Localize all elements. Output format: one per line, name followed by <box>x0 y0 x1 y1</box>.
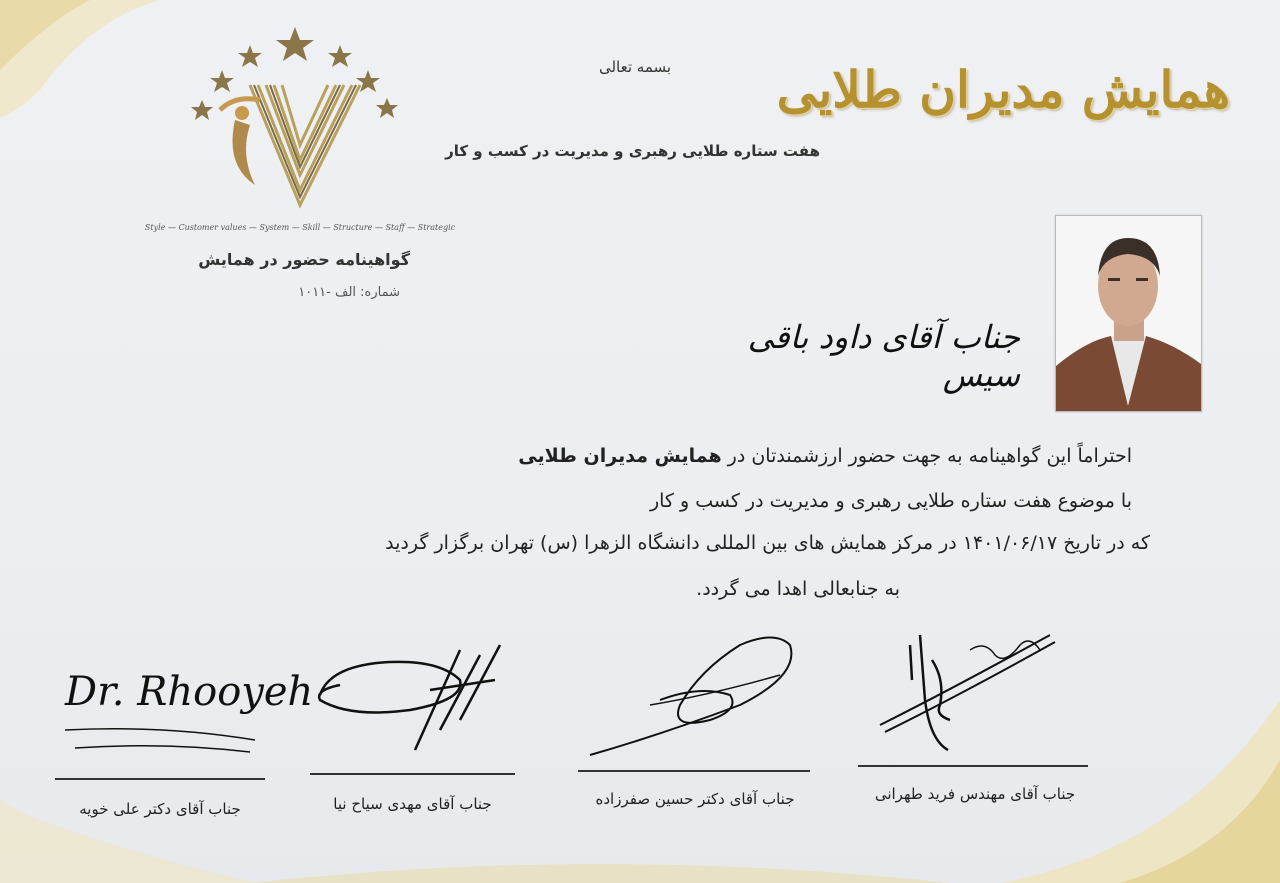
recipient-name: جناب آقای داود باقی سیس <box>747 318 1020 394</box>
recipient-photo <box>1055 215 1202 412</box>
signatory-name-1: جناب آقای مهندس فرید طهرانی <box>874 785 1076 803</box>
signature-sayahnia <box>310 640 520 760</box>
logo-ring-text: Style — Customer values — System — Skill — Structure — Staff — Strategic <box>144 223 456 232</box>
signatory-name-2: جناب آقای دکتر حسین صفرزاده <box>595 790 795 808</box>
conference-subtitle: هفت ستاره طلایی رهبری و مدیریت در کسب و کار <box>445 142 820 160</box>
top-left-corner-ornament <box>0 0 180 120</box>
signatory-name-3: جناب آقای مهدی سیاح نیا <box>333 795 492 813</box>
body-line-2: با موضوع هفت ستاره طلایی رهبری و مدیریت در کسب و کار <box>649 490 1132 512</box>
certificate-number: شماره: الف -۱۰۱۱ <box>298 285 400 300</box>
signature-line-4 <box>55 778 265 780</box>
star-icon <box>238 45 262 67</box>
conference-title: همایش مدیران طلایی <box>776 60 1230 119</box>
seven-stars-logo <box>144 25 456 245</box>
star-icon <box>328 45 352 67</box>
star-icon <box>376 98 398 118</box>
signature-safarzadeh <box>580 625 810 765</box>
signatory-name-4: جناب آقای دکتر علی خویه <box>79 800 241 818</box>
certificate-title: گواهینامه حضور در همایش <box>198 250 410 269</box>
star-icon <box>276 27 314 61</box>
signature-khooyeh <box>55 630 314 760</box>
body-line-1 <box>518 445 1132 467</box>
bottom-center-ornament <box>250 850 950 883</box>
signature-line-1 <box>858 765 1088 767</box>
star-icon <box>191 100 213 120</box>
body-line-4: به جنابعالی اهدا می گردد. <box>696 578 900 600</box>
signature-tehrani <box>870 620 1070 760</box>
body-line-1-text: احتراماً این گواهینامه به جهت حضور ارزشمندتان در <box>727 445 1132 467</box>
star-icon <box>210 70 234 92</box>
body-line-3: که در تاریخ ۱۴۰۱/۰۶/۱۷ در مرکز همایش های بین المللی دانشگاه الزهرا (س) تهران برگزار گردید <box>385 532 1150 554</box>
signature-line-3 <box>310 773 515 775</box>
body-line-1-highlight: همایش مدیران طلایی <box>518 445 722 467</box>
basmala: بسمه تعالی <box>598 58 672 76</box>
signature-line-2 <box>578 770 810 772</box>
signature-khooyeh-text: Dr. Rhooyeh <box>65 669 314 715</box>
